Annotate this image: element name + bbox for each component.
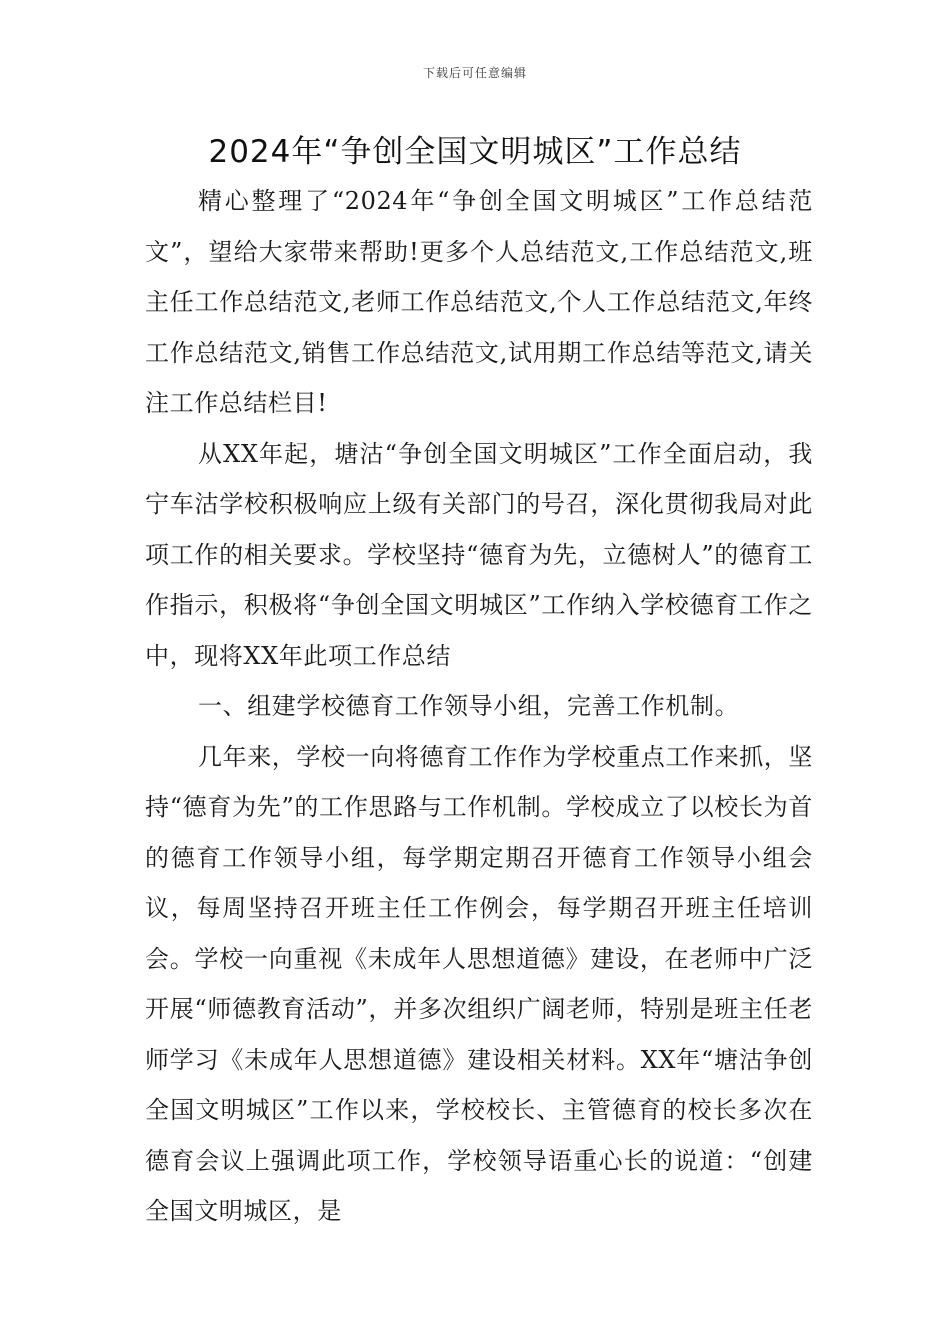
background-paragraph: 从XX年起，塘沽“争创全国文明城区”工作全面启动，我宁车沽学校积极响应上级有关部门的号召，深化贯彻我局对此项工作的相关要求。学校坚持“德育为先，立德树人”的德育工作指示，积极将“争创全国文明城区”工作纳入学校德育工作之中，现将XX年此项工作总结 [145, 439, 813, 670]
document-title: 2024年“争创全国文明城区”工作总结 [208, 134, 742, 170]
header-note: 下载后可任意编辑 [422, 66, 527, 80]
section-heading: 一、组建学校德育工作领导小组，完善工作机制。 [198, 692, 740, 720]
section-paragraph: 几年来，学校一向将德育工作作为学校重点工作来抓，坚持“德育为先”的工作思路与工作机制。学校成立了以校长为首的德育工作领导小组，每学期定期召开德育工作领导小组会议，每周坚持召开班主任工作例会，每学期召开班主任培训会。学校一向重视《未成年人思想道德》建设，在老师中广泛开展“师德教育活动”，并多次组织广阔老师，特别是班主任老师学习《未成年人思想道德》建设相关材料。XX年“塘沽争创全国文明城区”工作以来，学校校长、主管德育的校长多次在德育会议上强调此项工作，学校领导语重心长的说道：“创建全国文明城区，是 [145, 742, 813, 1225]
intro-paragraph: 精心整理了“2024年“争创全国文明城区”工作总结范文”，望给大家带来帮助!更多个人总结范文,工作总结范文,班主任工作总结范文,老师工作总结范文,个人工作总结范文,年终工作总结范文,销售工作总结范文,试用期工作总结等范文,请关注工作总结栏目! [145, 187, 813, 417]
document-body [145, 176, 813, 1237]
